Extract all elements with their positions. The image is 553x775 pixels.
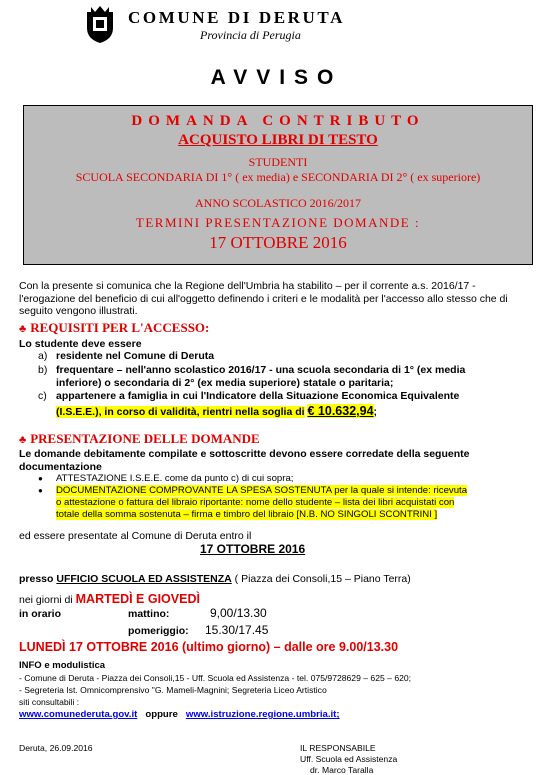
intro-paragraph: Con la presente si comunica che la Regione dell'Umbria ha stabilito – per il corrente a.s. 2016/17 - l'erogazione del beneficio di cui all'oggetto definendo i criteri e le modalità per l'accesso allo stesso che di seguito vengono illustrati. [19,280,508,318]
info-school: - Segreteria Ist. Omnicomprensivo "G. Mameli-Magnini; Segreteria Liceo Artistico [19,685,327,695]
requisito-c: appartenere a famiglia in cui l'Indicatore della Situazione Economica Equivalente [56,390,460,402]
requisiti-heading: ♣ REQUISITI PER L'ACCESSO: [19,320,210,335]
municipality-title: COMUNE DI DERUTA [128,8,345,27]
deadline-date: 17 OTTOBRE 2016 [200,542,306,556]
deadline-lead: ed essere presentate al Comune di Deruta entro il [19,530,252,542]
bullet-icon: ● [38,474,43,483]
bullet-icon: ● [38,486,43,495]
info-contact: - Comune di Deruta - Piazza dei Consoli,15 - Uff. Scuola ed Assistenza - tel. 075/9728629 – 625 – 620; [19,673,412,683]
province-subtitle: Provincia di Perugia [200,28,301,42]
banner-title: DOMANDA CONTRIBUTO [131,113,425,129]
link-regione[interactable]: www.istruzione.regione.umbria.it; [185,709,340,720]
info-sites-label: siti consultabili : [19,697,80,707]
requisito-b: frequentare – nell'anno scolastico 2016/17 - una scuola secondaria di 1° (ex media [56,364,466,376]
doc-spesa-cont2: totale della somma sostenuta – firma e timbro del libraio [N.B. NO SINGOLI SCONTRINI ] [56,509,438,520]
afternoon-hours: 15.30/17.45 [205,623,269,637]
hours-label: in orario [19,608,62,620]
isee-amount: € 10.632,94 [307,404,374,418]
presentazione-lead-cont: documentazione [19,461,102,473]
signatory-office: Uff. Scuola ed Assistenza [300,754,398,764]
morning-hours: 9,00/13.30 [210,606,267,620]
list-marker: c) [38,390,47,402]
municipal-crest-icon [85,6,115,44]
list-marker: b) [38,364,48,376]
club-icon: ♣ [19,323,27,335]
requisito-c-cont: (I.S.E.E.), in corso di validità, rientri nella soglia di € 10.632,94; [56,404,378,418]
banner-deadline-label: TERMINI PRESENTAZIONE DOMANDE : [135,215,421,230]
banner-school-year: ANNO SCOLASTICO 2016/2017 [194,196,361,210]
requisito-a: residente nel Comune di Deruta [56,350,215,362]
club-icon: ♣ [19,434,27,446]
list-marker: a) [38,350,48,362]
signatory-title: IL RESPONSABILE [300,743,376,753]
banner-subject: ACQUISTO LIBRI DI TESTO [178,132,378,148]
doc-isee: ATTESTAZIONE I.S.E.E. come da punto c) di cui sopra; [56,473,294,484]
banner-students: STUDENTI [248,155,308,169]
link-comune[interactable]: www.comunederuta.gov.it [19,709,138,720]
info-heading: INFO e modulistica [19,660,106,671]
announcement-banner [23,105,533,265]
doc-spesa-cont: o attestazione o fattura del libraio riportante: nome dello studente – lista dei libri acquistati con [56,497,455,508]
days-value: MARTEDÌ E GIOVEDÌ [75,592,200,606]
signatory-name: dr. Marco Taralla [310,765,374,775]
isee-threshold-text: (I.S.E.E.), in corso di validità, rientri nella soglia di [56,406,305,418]
office-name: UFFICIO SCUOLA ED ASSISTENZA [56,573,232,585]
requisito-b-cont: inferiore) o secondaria di 2° (ex media superiore) statale o paritaria; [56,377,394,389]
presentazione-lead: Le domande debitamente compilate e sottoscritte devono essere corredate della seguente [19,448,470,460]
banner-schools: SCUOLA SECONDARIA DI 1° ( ex media) e SECONDARIA DI 2° ( ex superiore) [75,170,481,184]
office-line: presso UFFICIO SCUOLA ED ASSISTENZA ( Piazza dei Consoli,15 – Piano Terra) [19,573,411,585]
requisiti-lead: Lo studente deve essere [19,338,142,350]
morning-label: mattino: [128,608,170,620]
afternoon-label: pomeriggio: [128,625,189,637]
notice-heading: AVVISO [210,66,343,89]
doc-spesa: DOCUMENTAZIONE COMPROVANTE LA SPESA SOSTENUTA per la quale si intende: ricevuta [56,485,468,496]
days-line: nei giorni di MARTEDÌ E GIOVEDÌ [19,592,200,606]
place-date: Deruta, 26.09.2016 [19,743,93,753]
info-links: www.comunederuta.gov.it oppure www.istruzione.regione.umbria.it; [19,709,340,720]
presentazione-heading: ♣ PRESENTAZIONE DELLE DOMANDE [19,431,260,446]
last-day-hours: LUNEDÌ 17 OTTOBRE 2016 (ultimo giorno) – dalle ore 9.00/13.30 [19,640,399,654]
banner-deadline-date: 17 OTTOBRE 2016 [209,233,347,252]
